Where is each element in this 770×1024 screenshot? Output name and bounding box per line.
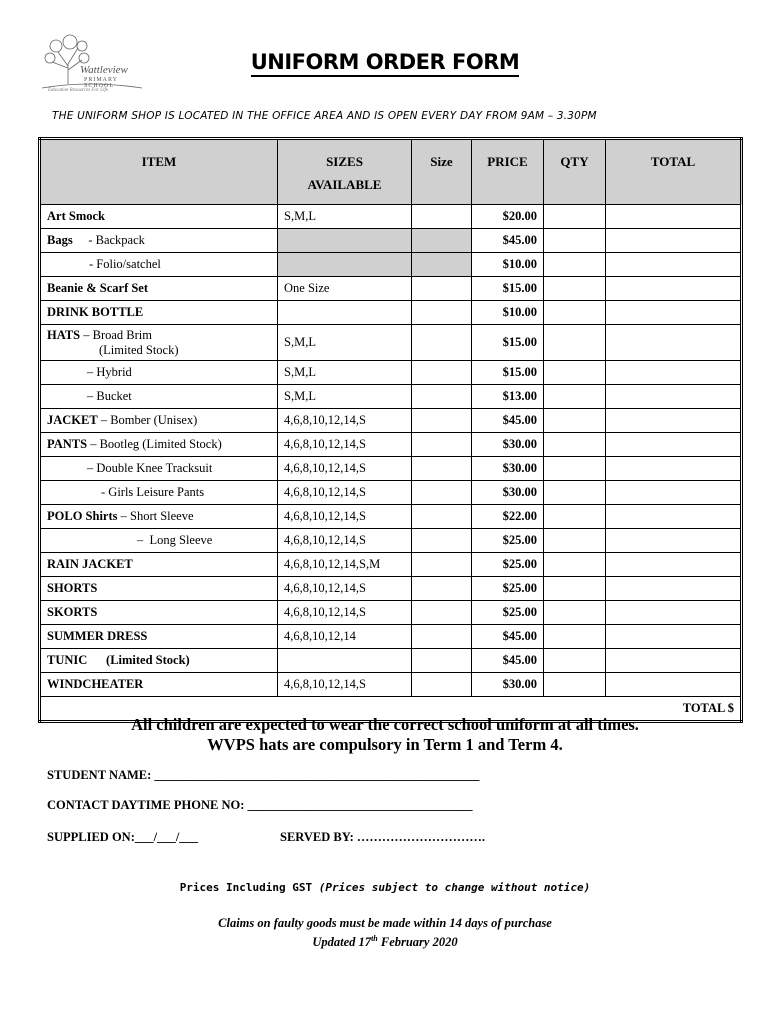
sizes-cell: One Size xyxy=(278,277,412,301)
item-cell: DRINK BOTTLE xyxy=(40,301,278,325)
item-cell: WINDCHEATER xyxy=(40,673,278,697)
item-cell: SUMMER DRESS xyxy=(40,625,278,649)
qty-input-cell[interactable] xyxy=(544,625,606,649)
claims-note xyxy=(0,915,770,950)
price-cell: $20.00 xyxy=(472,205,544,229)
item-cell: Beanie & Scarf Set xyxy=(40,277,278,301)
qty-input-cell[interactable] xyxy=(544,673,606,697)
table-row xyxy=(40,325,742,361)
uniform-order-table xyxy=(38,137,743,723)
size-input-cell[interactable] xyxy=(412,385,472,409)
table-header-row xyxy=(40,139,742,205)
line-total-cell[interactable] xyxy=(606,385,742,409)
size-input-cell[interactable] xyxy=(412,409,472,433)
notice-line-1: All children are expected to wear the correct school uniform at all times. xyxy=(131,715,639,734)
price-cell: $10.00 xyxy=(472,301,544,325)
line-total-cell[interactable] xyxy=(606,205,742,229)
qty-input-cell[interactable] xyxy=(544,601,606,625)
table-row xyxy=(40,505,742,529)
size-input-cell[interactable] xyxy=(412,325,472,361)
line-total-cell[interactable] xyxy=(606,325,742,361)
table-row xyxy=(40,649,742,673)
sizes-cell: 4,6,8,10,12,14,S xyxy=(278,457,412,481)
size-input-cell[interactable] xyxy=(412,205,472,229)
table-row xyxy=(40,277,742,301)
item-cell: JACKET – Bomber (Unisex) xyxy=(40,409,278,433)
qty-input-cell[interactable] xyxy=(544,325,606,361)
qty-input-cell[interactable] xyxy=(544,529,606,553)
line-total-cell[interactable] xyxy=(606,505,742,529)
price-cell: $13.00 xyxy=(472,385,544,409)
supplied-on-field[interactable]: SUPPLIED ON:___/___/___ xyxy=(47,830,199,844)
table-row xyxy=(40,205,742,229)
qty-input-cell[interactable] xyxy=(544,649,606,673)
size-input-cell[interactable] xyxy=(412,361,472,385)
col-header-size: Size xyxy=(412,139,472,205)
sizes-cell: 4,6,8,10,12,14 xyxy=(278,625,412,649)
size-input-cell[interactable] xyxy=(412,481,472,505)
size-input-cell[interactable] xyxy=(412,505,472,529)
line-total-cell[interactable] xyxy=(606,529,742,553)
item-cell: POLO Shirts – Short Sleeve xyxy=(40,505,278,529)
price-cell: $10.00 xyxy=(472,253,544,277)
item-cell: TUNIC (Limited Stock) xyxy=(40,649,278,673)
price-cell: $30.00 xyxy=(472,481,544,505)
sizes-cell: S,M,L xyxy=(278,205,412,229)
student-name-field[interactable]: STUDENT NAME: ____________________________________________________ xyxy=(47,768,480,782)
qty-input-cell[interactable] xyxy=(544,409,606,433)
price-cell: $45.00 xyxy=(472,229,544,253)
line-total-cell[interactable] xyxy=(606,625,742,649)
line-total-cell[interactable] xyxy=(606,577,742,601)
price-cell: $15.00 xyxy=(472,277,544,301)
price-cell: $30.00 xyxy=(472,433,544,457)
price-cell: $15.00 xyxy=(472,361,544,385)
line-total-cell[interactable] xyxy=(606,649,742,673)
sizes-cell: 4,6,8,10,12,14,S xyxy=(278,601,412,625)
qty-input-cell[interactable] xyxy=(544,301,606,325)
table-row xyxy=(40,625,742,649)
size-input-cell[interactable] xyxy=(412,673,472,697)
served-by-field[interactable]: SERVED BY: …………………………. xyxy=(280,830,486,844)
line-total-cell[interactable] xyxy=(606,361,742,385)
price-cell: $25.00 xyxy=(472,601,544,625)
size-input-cell[interactable] xyxy=(412,229,472,253)
phone-field[interactable]: CONTACT DAYTIME PHONE NO: ____________________________________ xyxy=(47,798,473,812)
logo-subtext: PRIMARY SCHOOL xyxy=(84,77,118,89)
line-total-cell[interactable] xyxy=(606,673,742,697)
table-row xyxy=(40,457,742,481)
item-cell: – Long Sleeve xyxy=(40,529,278,553)
price-cell: $22.00 xyxy=(472,505,544,529)
price-cell: $45.00 xyxy=(472,409,544,433)
col-header-total: TOTAL xyxy=(606,139,742,205)
qty-input-cell[interactable] xyxy=(544,205,606,229)
sizes-cell xyxy=(278,649,412,673)
qty-input-cell[interactable] xyxy=(544,277,606,301)
item-cell: SHORTS xyxy=(40,577,278,601)
updated-date: Updated 17th February 2020 xyxy=(312,934,458,950)
size-input-cell[interactable] xyxy=(412,253,472,277)
sizes-cell: 4,6,8,10,12,14,S xyxy=(278,505,412,529)
qty-input-cell[interactable] xyxy=(544,385,606,409)
line-total-cell[interactable] xyxy=(606,601,742,625)
table-row xyxy=(40,481,742,505)
item-cell: – Hybrid xyxy=(40,361,278,385)
line-total-cell[interactable] xyxy=(606,433,742,457)
sizes-cell: 4,6,8,10,12,14,S xyxy=(278,433,412,457)
table-row xyxy=(40,577,742,601)
sizes-cell: 4,6,8,10,12,14,S xyxy=(278,529,412,553)
qty-input-cell[interactable] xyxy=(544,553,606,577)
sizes-cell xyxy=(278,253,412,277)
item-cell: - Folio/satchel xyxy=(40,253,278,277)
price-cell: $25.00 xyxy=(472,577,544,601)
table-row xyxy=(40,409,742,433)
col-header-sizes: SIZES AVAILABLE xyxy=(278,139,412,205)
item-cell: PANTS – Bootleg (Limited Stock) xyxy=(40,433,278,457)
size-input-cell[interactable] xyxy=(412,277,472,301)
table-row xyxy=(40,601,742,625)
qty-input-cell[interactable] xyxy=(544,253,606,277)
table-row xyxy=(40,673,742,697)
table-row xyxy=(40,385,742,409)
col-header-price: PRICE xyxy=(472,139,544,205)
claims-text: Claims on faulty goods must be made within 14 days of purchase xyxy=(218,916,552,930)
price-cell: $30.00 xyxy=(472,673,544,697)
sizes-cell: 4,6,8,10,12,14,S xyxy=(278,409,412,433)
price-cell: $25.00 xyxy=(472,553,544,577)
line-total-cell[interactable] xyxy=(606,253,742,277)
item-cell: – Double Knee Tracksuit xyxy=(40,457,278,481)
sizes-cell: 4,6,8,10,12,14,S xyxy=(278,481,412,505)
sizes-cell: S,M,L xyxy=(278,325,412,361)
table-row xyxy=(40,229,742,253)
size-input-cell[interactable] xyxy=(412,649,472,673)
qty-input-cell[interactable] xyxy=(544,361,606,385)
line-total-cell[interactable] xyxy=(606,277,742,301)
item-cell: - Girls Leisure Pants xyxy=(40,481,278,505)
line-total-cell[interactable] xyxy=(606,409,742,433)
item-cell: – Bucket xyxy=(40,385,278,409)
table-row xyxy=(40,529,742,553)
item-cell: RAIN JACKET xyxy=(40,553,278,577)
line-total-cell[interactable] xyxy=(606,481,742,505)
table-row xyxy=(40,433,742,457)
size-input-cell[interactable] xyxy=(412,577,472,601)
sizes-cell: S,M,L xyxy=(278,361,412,385)
price-cell: $30.00 xyxy=(472,457,544,481)
table-row xyxy=(40,301,742,325)
size-input-cell[interactable] xyxy=(412,601,472,625)
item-cell: Bags - Backpack xyxy=(40,229,278,253)
item-cell: SKORTS xyxy=(40,601,278,625)
qty-input-cell[interactable] xyxy=(544,457,606,481)
sizes-cell: S,M,L xyxy=(278,385,412,409)
col-header-item: ITEM xyxy=(40,139,278,205)
price-cell: $45.00 xyxy=(472,649,544,673)
qty-input-cell[interactable] xyxy=(544,505,606,529)
sizes-cell: 4,6,8,10,12,14,S xyxy=(278,577,412,601)
sizes-cell xyxy=(278,301,412,325)
table-row xyxy=(40,553,742,577)
size-input-cell[interactable] xyxy=(412,625,472,649)
line-total-cell[interactable] xyxy=(606,457,742,481)
size-input-cell[interactable] xyxy=(412,553,472,577)
price-cell: $45.00 xyxy=(472,625,544,649)
sizes-cell: 4,6,8,10,12,14,S,M xyxy=(278,553,412,577)
logo-motto: Education Resources For Life xyxy=(48,88,108,93)
qty-input-cell[interactable] xyxy=(544,229,606,253)
qty-input-cell[interactable] xyxy=(544,433,606,457)
price-cell: $25.00 xyxy=(472,529,544,553)
item-cell: HATS – Broad Brim (Limited Stock) xyxy=(40,325,278,361)
qty-input-cell[interactable] xyxy=(544,481,606,505)
logo-name: Wattleview xyxy=(80,64,128,76)
notice-line-2: WVPS hats are compulsory in Term 1 and Term 4. xyxy=(207,735,563,754)
item-cell: Art Smock xyxy=(40,205,278,229)
table-row xyxy=(40,253,742,277)
line-total-cell[interactable] xyxy=(606,301,742,325)
size-input-cell[interactable] xyxy=(412,457,472,481)
total-label: TOTAL $ xyxy=(40,697,742,722)
price-cell: $15.00 xyxy=(472,325,544,361)
size-input-cell[interactable] xyxy=(412,301,472,325)
shop-hours-note: THE UNIFORM SHOP IS LOCATED IN THE OFFICE AREA AND IS OPEN EVERY DAY FROM 9AM – 3.30PM xyxy=(52,110,597,122)
gst-note: Prices Including GST (Prices subject to change without notice) xyxy=(179,881,591,894)
line-total-cell[interactable] xyxy=(606,229,742,253)
sizes-cell xyxy=(278,229,412,253)
sizes-cell: 4,6,8,10,12,14,S xyxy=(278,673,412,697)
size-input-cell[interactable] xyxy=(412,529,472,553)
line-total-cell[interactable] xyxy=(606,553,742,577)
size-input-cell[interactable] xyxy=(412,433,472,457)
table-row xyxy=(40,361,742,385)
page-title: UNIFORM ORDER FORM xyxy=(0,50,770,74)
qty-input-cell[interactable] xyxy=(544,577,606,601)
col-header-qty: QTY xyxy=(544,139,606,205)
uniform-notice xyxy=(0,715,770,755)
